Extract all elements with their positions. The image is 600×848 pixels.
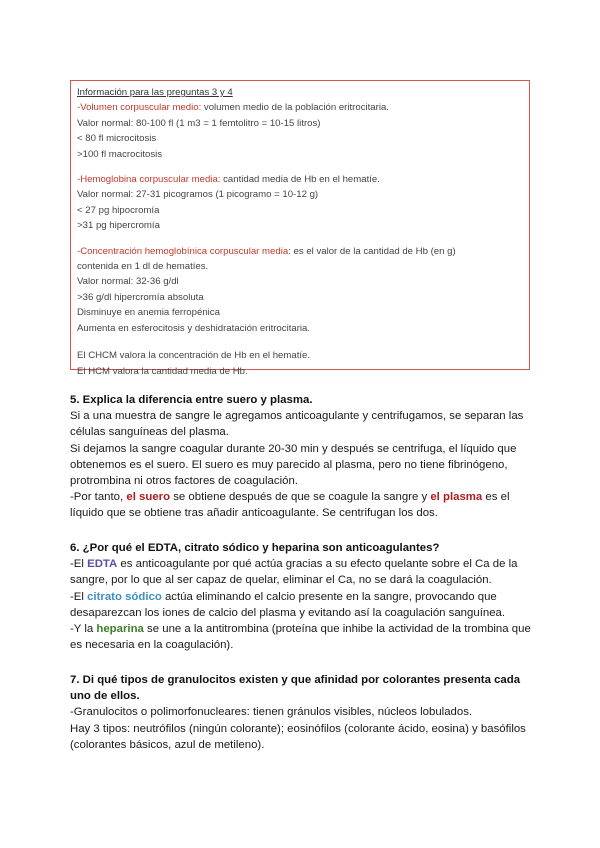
hcm-high: >31 pg hipercromía [77, 220, 160, 232]
question-5 [70, 392, 540, 522]
vcm-def: volumen medio de la población eritrocitaria. [201, 102, 389, 114]
vcm-line [77, 100, 523, 115]
hcm-def: cantidad media de Hb en el hematíe. [220, 174, 380, 186]
q6-heading: 6. ¿Por qué el EDTA, citrato sódico y heparina son anticoagulantes? [70, 542, 440, 554]
vcm-low: < 80 fl microcitosis [77, 133, 157, 145]
q6-line2: sangre, por lo que al ser capaz de quelar, eliminar el Ca, no se dará la coagulación. [70, 574, 492, 587]
q6-line3-a: -El [70, 590, 88, 603]
q5-line1: Si a una muestra de sangre le agregamos anticoagulante y centrifugamos, se separan las [70, 410, 524, 423]
q5-line6-c: es el [482, 491, 510, 504]
q7-line3: (colorantes básicos, azul de metileno). [70, 738, 265, 751]
note-hcm: El HCM valora la cantidad media de Hb. [77, 365, 248, 377]
info-title: Información para las preguntas 3 y 4 [77, 87, 233, 98]
q7-line1: -Granulocitos o polimorfonucleares: tienen gránulos visibles, núcleos lobulados. [70, 706, 473, 719]
q6-line3 [70, 589, 540, 605]
q6-line5-b: se une a la antitrombina (proteína que inhibe la actividad de la trombina que [143, 623, 531, 636]
chcm-high: >36 g/dl hipercromía absoluta [77, 291, 204, 303]
keyword-citrato: citrato sódico [87, 590, 162, 603]
chcm-low: Disminuye en anemia ferropénica [77, 307, 220, 319]
q5-heading: 5. Explica la diferencia entre suero y plasma. [70, 394, 313, 406]
q6-line1-b: es anticoagulante por qué actúa gracias a su efecto quelante sobre el Ca de la [117, 558, 518, 571]
question-6 [70, 540, 540, 653]
hcm-low: < 27 pg hipocromía [77, 204, 160, 216]
q5-line2: células sanguíneas del plasma. [70, 426, 229, 439]
q6-line4: desaparezcan los iones de calcio del plasma y evitando así la coagulación sanguínea. [70, 606, 506, 619]
q6-line1-a: -El [70, 558, 88, 571]
hcm-normal: Valor normal: 27-31 picogramos (1 picogramo = 10-12 g) [77, 189, 319, 201]
hcm-line [77, 172, 523, 187]
chcm-def: : es el valor de la cantidad de Hb (en g) [288, 245, 456, 257]
vcm-high: >100 fl macrocitosis [77, 148, 163, 160]
info-box [70, 80, 530, 377]
question-7 [70, 672, 540, 753]
chcm-def2: contenida en 1 dl de hematíes. [77, 261, 209, 273]
keyword-heparina: heparina [96, 623, 144, 636]
q7-line2: Hay 3 tipos: neutrófilos (ningún colorante); eosinófilos (colorante ácido, eosina) y basófilos [70, 722, 526, 735]
keyword-edta: EDTA [87, 558, 118, 571]
q7-heading-2: uno de ellos. [70, 690, 140, 703]
keyword-plasma: el plasma [430, 491, 483, 504]
chcm-up: Aumenta en esferocitosis y deshidratación eritrocitaria. [77, 322, 311, 334]
vcm-term: -Volumen corpuscular medio: [77, 102, 202, 114]
q5-line3: Si dejamos la sangre coagular durante 20-30 min y después se centrifuga, el líquido que [70, 442, 517, 455]
keyword-suero: el suero [126, 491, 171, 504]
q6-line3-b: actúa eliminando el calcio presente en la sangre, provocando que [161, 590, 497, 603]
q5-line7: líquido que se obtiene tras añadir anticoagulante. Se centrifugan los dos. [70, 507, 438, 520]
chcm-line [77, 244, 523, 259]
q6-line5 [70, 621, 540, 637]
chcm-term: -Concentración hemoglobínica corpuscular media [77, 245, 289, 257]
q7-heading-1: 7. Di qué tipos de granulocitos existen y que afinidad por colorantes presenta cada [70, 674, 521, 686]
q5-line6-a: -Por tanto, [70, 491, 127, 504]
q5-line6 [70, 489, 540, 505]
chcm-normal: Valor normal: 32-36 g/dl [77, 276, 179, 288]
note-chcm: El CHCM valora la concentración de Hb en el hematíe. [77, 350, 311, 362]
vcm-normal: Valor normal: 80-100 fl (1 m3 = 1 femtolitro = 10-15 litros) [77, 117, 321, 129]
q5-line6-b: se obtiene después de que se coagule la sangre y [170, 491, 431, 504]
q6-line6: es necesaria en la coagulación). [70, 639, 234, 652]
q5-line5: protrombina ni otros factores de coagulación. [70, 475, 298, 488]
hcm-term: -Hemoglobina corpuscular media: [77, 174, 221, 186]
q6-line1 [70, 556, 540, 572]
q5-line4: obtenemos es el suero. El suero es muy parecido al plasma, pero no tiene fibrinógeno, [70, 458, 508, 471]
q6-line5-a: -Y la [70, 623, 97, 636]
